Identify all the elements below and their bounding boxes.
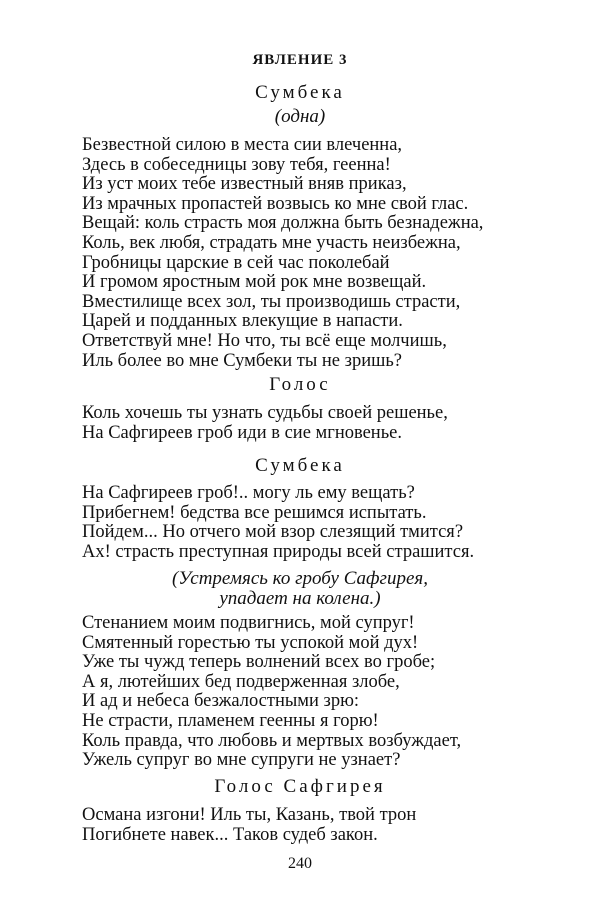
verse-line: Погибнете навек... Таков судеб закон. — [82, 824, 378, 845]
verse-line: Иль более во мне Сумбеки ты не зришь? — [82, 350, 402, 371]
speaker-name: Голос Сафгирея — [214, 776, 386, 797]
verse-line: Царей и подданных влекущие в напасти. — [82, 311, 403, 332]
verse-line: Смятенный горестью ты успокой мой дух! — [82, 632, 419, 653]
verse-line: Ах! страсть преступная природы всей страшится. — [82, 541, 475, 562]
speaker-name: Голос — [269, 374, 331, 395]
scene-title: ЯВЛЕНИЕ 3 — [252, 52, 348, 68]
verse-line: А я, лютейших бед подверженная злобе, — [82, 671, 400, 692]
verse-line: И ад и небеса безжалостными зрю: — [82, 691, 360, 712]
verse-line: Гробницы царские в сей час поколебай — [82, 252, 390, 273]
verse-line: Османа изгони! Иль ты, Казань, твой трон — [82, 805, 417, 825]
verse-line: Коль, век любя, страдать мне участь неизбежна, — [82, 232, 461, 253]
speaker-name: Сумбека — [255, 455, 345, 476]
verse-line: Коль правда, что любовь и мертвых возбуждает, — [82, 730, 462, 751]
verse-line: Из мрачных пропастей возвысь ко мне свой глас. — [82, 193, 469, 214]
stage-direction: (Устремясь ко гробу Сафгирея, — [172, 568, 428, 589]
verse-line: Ответствуй мне! Но что, ты всё еще молчишь, — [82, 330, 447, 351]
verse-line: Коль хочешь ты узнать судьбы своей решенье, — [82, 403, 448, 423]
verse-line: На Сафгиреев гроб иди в сие мгновенье. — [82, 422, 402, 443]
page-number: 240 — [288, 855, 312, 872]
verse-line: Не страсти, пламенем геенны я горю! — [82, 710, 379, 731]
verse-line: Уже ты чужд теперь волнений всех во гробе; — [82, 652, 436, 673]
verse-line: На Сафгиреев гроб!.. могу ль ему вещать? — [82, 483, 415, 503]
verse-line: Из уст моих тебе известный вняв приказ, — [82, 174, 407, 195]
verse-block — [82, 806, 552, 845]
verse-block — [82, 136, 552, 371]
verse-line: Стенанием моим подвигнись, мой супруг! — [82, 613, 415, 633]
verse-block — [82, 404, 552, 443]
verse-line: И громом яростным мой рок мне возвещай. — [82, 272, 427, 293]
verse-line: Ужель супруг во мне супруги не узнает? — [82, 750, 401, 771]
verse-block — [82, 614, 552, 771]
verse-block — [82, 484, 552, 562]
stage-direction: упадает на колена.) — [219, 588, 381, 609]
verse-line: Безвестной силою в места сии влеченна, — [82, 135, 403, 155]
verse-line: Вместилище всех зол, ты производишь страсти, — [82, 291, 461, 312]
speaker-name: Сумбека — [255, 82, 345, 103]
verse-line: Вещай: коль страсть моя должна быть безнадежна, — [82, 213, 484, 234]
verse-line: Пойдем... Но отчего мой взор слезящий тмится? — [82, 522, 464, 543]
stage-direction: (одна) — [274, 106, 326, 127]
verse-line: Прибегнем! бедства все решимся испытать. — [82, 502, 427, 523]
verse-line: Здесь в собеседницы зову тебя, геенна! — [82, 154, 391, 175]
